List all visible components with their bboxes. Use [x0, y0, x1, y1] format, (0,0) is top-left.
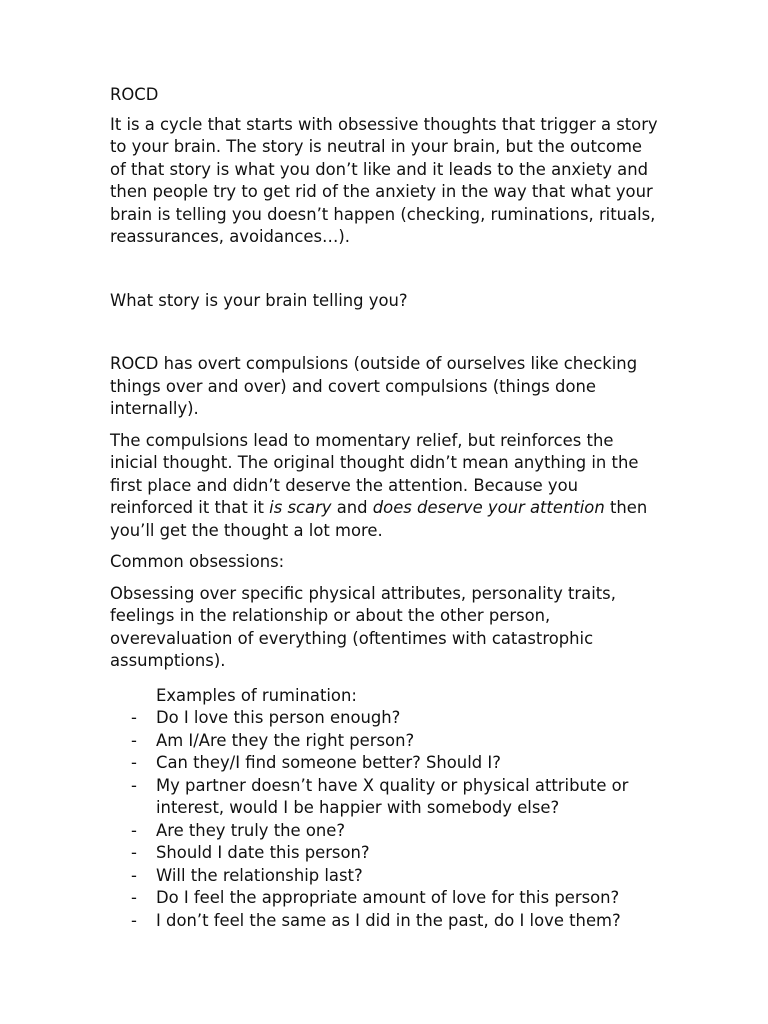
bullet-dash: -: [131, 843, 137, 862]
list-item: [110, 910, 658, 933]
list-item-text: Should I date this person?: [156, 843, 370, 862]
bullet-dash: -: [131, 730, 137, 750]
bullet-dash: -: [131, 820, 137, 840]
list-item: [110, 752, 658, 775]
list-item: [110, 730, 658, 753]
list-item-text: My partner doesn’t have X quality or physical attribute or interest, would I be happier with somebody else?: [156, 775, 629, 817]
examples-list: [110, 707, 658, 932]
list-item-text: Are they truly the one?: [156, 820, 346, 840]
intro-paragraph: It is a cycle that starts with obsessive thoughts that trigger a story to your brain. The story is neutral in your brain, but the outcome of that story is what you don’t like and it leads to the anxiety and then people try to get rid of the anxiety in the way that what your brain is telling you doesn’t happen (checking, ruminations, rituals, reassurances, avoidances…).: [110, 114, 658, 246]
list-item-text: Am I/Are they the right person?: [156, 730, 415, 750]
common-obsessions-heading: Common obsessions:: [110, 552, 285, 571]
compulsions-paragraph: ROCD has overt compulsions (outside of ourselves like checking things over and over) and covert compulsions (things done internally).: [110, 354, 638, 418]
list-item: [110, 865, 658, 888]
bullet-dash: -: [131, 753, 137, 772]
list-item-text: Do I feel the appropriate amount of love for this person?: [156, 888, 620, 907]
list-item: [110, 775, 658, 820]
relief-text-1: The compulsions lead to momentary relief, but reinforces the inicial thought. The original thought didn’t mean anything in the first place and didn’t deserve the attention. Because you reinforced it that it: [110, 430, 639, 517]
list-item: [110, 707, 658, 730]
question-line: What story is your brain telling you?: [110, 290, 408, 310]
relief-emphasis-2: does deserve your attention: [372, 498, 605, 517]
document-page: [110, 84, 658, 932]
list-item-text: Will the relationship last?: [156, 865, 363, 885]
relief-text-2: and: [331, 498, 373, 517]
relief-emphasis-1: is scary: [269, 498, 332, 517]
list-item: [110, 887, 658, 910]
bullet-dash: -: [131, 775, 137, 795]
bullet-dash: -: [131, 708, 137, 727]
relief-text-3: then you’ll get the thought a lot more.: [110, 498, 648, 540]
doc-title: ROCD: [110, 85, 159, 104]
obsessions-paragraph: Obsessing over specific physical attributes, personality traits, feelings in the relationship or about the other person, overevaluation of everything (oftentimes with catastrophic assumptions).: [110, 583, 616, 670]
examples-heading: Examples of rumination:: [156, 685, 357, 705]
list-item: [110, 842, 658, 865]
bullet-dash: -: [131, 888, 137, 907]
bullet-dash: -: [131, 910, 137, 930]
bullet-dash: -: [131, 865, 137, 885]
relief-paragraph: [110, 430, 658, 543]
list-item: [110, 820, 658, 843]
list-item-text: I don’t feel the same as I did in the past, do I love them?: [156, 910, 621, 930]
list-item-text: Can they/I find someone better? Should I?: [156, 753, 501, 772]
list-item-text: Do I love this person enough?: [156, 708, 401, 727]
